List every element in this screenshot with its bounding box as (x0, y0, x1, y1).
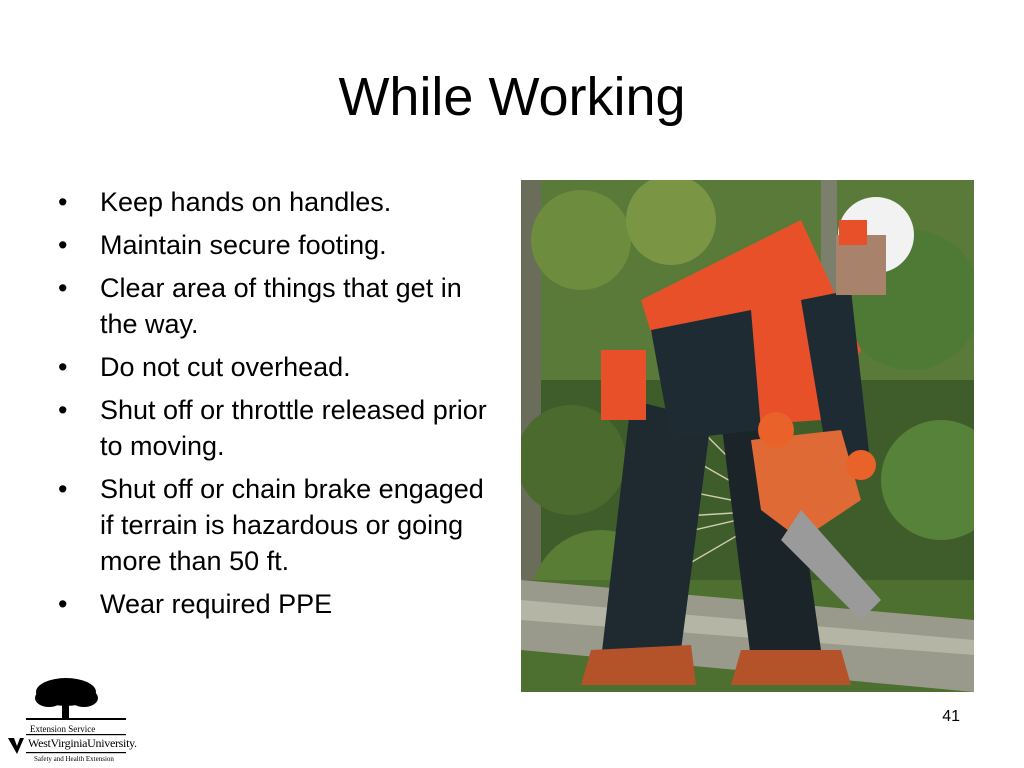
bullet-item (58, 471, 498, 579)
bullet-text: Keep hands on handles. (100, 187, 392, 217)
bullet-dot-icon: • (58, 395, 68, 425)
bullet-item (58, 184, 498, 220)
page-number: 41 (942, 708, 960, 725)
bullet-text: Shut off or chain brake engaged if terrain is hazardous or going more than 50 ft. (100, 474, 484, 576)
wvu-extension-logo (4, 676, 154, 766)
logo-extension-service: Extension Service (30, 724, 96, 734)
bullet-dot-icon: • (58, 273, 68, 303)
tree-logo-icon (4, 676, 154, 766)
bullet-dot-icon: • (58, 474, 68, 504)
logo-university-name: WestVirginiaUniversity. (28, 736, 137, 750)
bullet-item (58, 227, 498, 263)
bullet-item (58, 586, 498, 622)
bullet-list (58, 184, 498, 629)
bullet-text: Clear area of things that get in the way. (100, 273, 462, 339)
bullet-dot-icon: • (58, 352, 68, 382)
logo-safety-health: Safety and Health Extension (34, 755, 114, 763)
bullet-text: Do not cut overhead. (100, 352, 351, 382)
bullet-text: Shut off or throttle released prior to moving. (100, 395, 487, 461)
bullet-dot-icon: • (58, 589, 68, 619)
bullet-text: Maintain secure footing. (100, 230, 387, 260)
bullet-item (58, 270, 498, 342)
slide-title: While Working (338, 67, 686, 127)
bullet-item (58, 392, 498, 464)
chainsaw-worker-photo (521, 180, 974, 692)
bullet-dot-icon: • (58, 187, 68, 217)
bullet-text: Wear required PPE (100, 589, 333, 619)
bullet-dot-icon: • (58, 230, 68, 260)
bullet-item (58, 349, 498, 385)
